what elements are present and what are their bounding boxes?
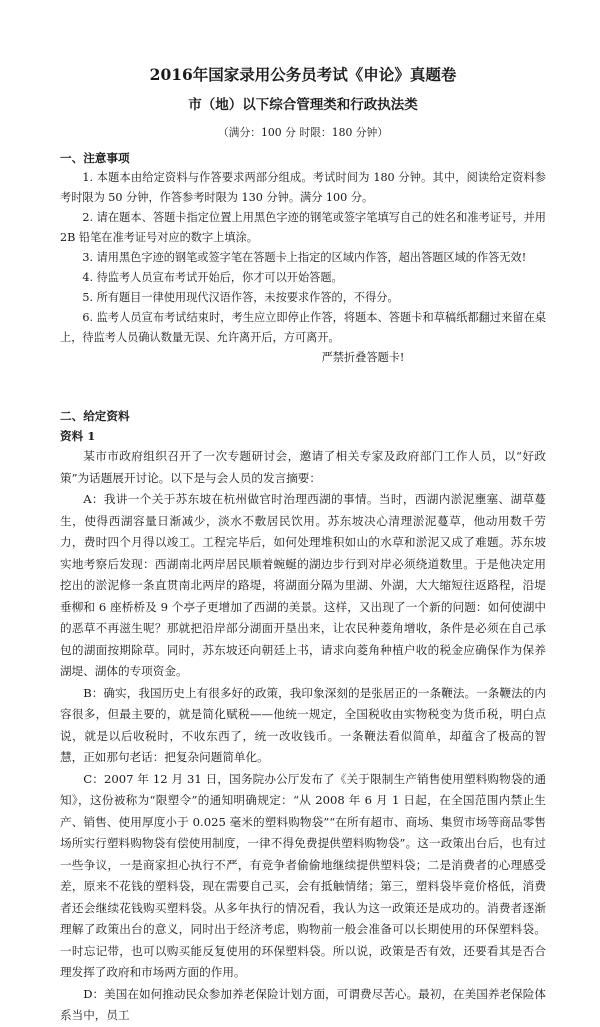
note-item: 4. 待监考人员宣布考试开始后，你才可以开始答题。 (82, 271, 343, 284)
note-item: 3. 请用黑色字迹的钢笔或签字笔在答题卡上指定的区域内作答，超出答题区域的作答无效! (82, 251, 527, 264)
note-item: 5. 所有题目一律使用现代汉语作答，未按要求作答的，不得分。 (82, 291, 399, 304)
material-paragraph: C：2007 年 12 月 31 日，国务院办公厅发布了《关于限制生产销售使用塑料购物袋的通知》，这份被称为“限塑令”的通知明确规定：“从 2008 年 6 月 1 日起，在全国范围内禁止生产、销售、使用厚度小于 0.025 毫米的塑料购物袋”“在所有超市、商场、集贸市场等商品零售场所实行塑料购物袋有偿使用制度，一律不得免费提供塑料购物袋”。这一政策出台后，也有过一些争议，一是商家担心执行不严，有竞争者偷偷地继续提供塑料袋；二是消费者的心理感受差，原来不花钱的塑料袋，现在需要自己买，会有抵触情绪；第三，塑料袋毕竟价格低，消费者还会继续花钱购买塑料袋。从多年执行的情况看，我认为这一政策还是成功的。消费者逐渐理解了政策出台的意义，同时出于经济考虑，购物前一般会准备可以长期使用的环保塑料袋。一时忘记带，也可以购买能反复使用的环保塑料袋。所以说，政策是否有效，还要看其是否合理发挥了政府和市场两方面的作用。 (60, 771, 546, 979)
page-subtitle: 市（地）以下综合管理类和行政执法类 (188, 97, 418, 113)
notes-heading: 一、注意事项 (60, 151, 130, 165)
note-item: 2. 请在题本、答题卡指定位置上用黑色字迹的钢笔或签字笔填写自己的姓名和准考证号，并用 2B 铅笔在准考证号对应的数字上填涂。 (60, 211, 546, 244)
materials-heading: 二、给定资料 (60, 409, 130, 423)
material-paragraph: D：美国在如何推动民众参加养老保险计划方面，可谓费尽苦心。最初，在美国养老保险体系当中，员工 (60, 986, 546, 1022)
exam-meta: （满分：100 分 时限：180 分钟） (217, 126, 389, 139)
page-title: 2016年国家录用公务员考试《申论》真题卷 (149, 65, 457, 84)
material-paragraph: A：我讲一个关于苏东坡在杭州做官时治理西湖的事情。当时，西湖内淤泥壅塞、湖草蔓生，使得西湖容量日渐减少，淡水不敷居民饮用。苏东坡决心清理淤泥蔓草，他动用数千劳力，费时四个月得以竣工。工程完毕后，如何处理堆积如山的水草和淤泥又成了难题。苏东坡实地考察后发现：西湖南北两岸居民顺着蜿蜒的湖边步行到对岸必须绕道数里。于是他决定用挖出的淤泥修一条直贯南北两岸的路堤，将湖面分隔为里湖、外湖，大大缩短往返路程，沿堤垂柳和 6 座桥桥及 9 个亭子更增加了西湖的美景。这样，又出现了一个新的问题：如何使湖中的恶草不再滋生呢？那就把沿岸部分湖面开垦出来，让农民种菱角增收，条件是必须在自己承包的湖面按期除草。同时，苏东坡还向朝廷上书，请求向菱角种植户收的税金应确保作为保养湖堤、湖体的专项资金。 (60, 492, 546, 678)
notes-closing: 严禁折叠答题卡! (321, 351, 405, 364)
material-paragraph: 某市市政府组织召开了一次专题研讨会，邀请了相关专家及政府部门工作人员，以“好政策”为话题展开讨论。以下是与会人员的发言摘要： (60, 449, 546, 485)
material-paragraph: B：确实，我国历史上有很多好的政策，我印象深刻的是张居正的一条鞭法。一条鞭法的内容很多，但最主要的，就是简化赋税——他统一规定，全国税收由实物税变为货币税，明白点说，就是以后收税时，不收东西了，统一改收钱币。一条鞭法看似简单，却蕴含了极高的智慧，正如那句老话：把复杂问题简单化。 (60, 685, 546, 764)
material-1-heading: 资料 1 (60, 429, 96, 443)
note-item: 6. 监考人员宣布考试结束时，考生应立即停止作答，将题本、答题卡和草稿纸都翻过来留在桌上，待监考人员确认数量无误、允许离开后，方可离开。 (60, 311, 546, 344)
note-item: 1. 本题本由给定资料与作答要求两部分组成。考试时间为 180 分钟。其中，阅读给定资料参考时限为 50 分钟，作答参考时限为 130 分钟。满分 100 分。 (60, 171, 546, 204)
